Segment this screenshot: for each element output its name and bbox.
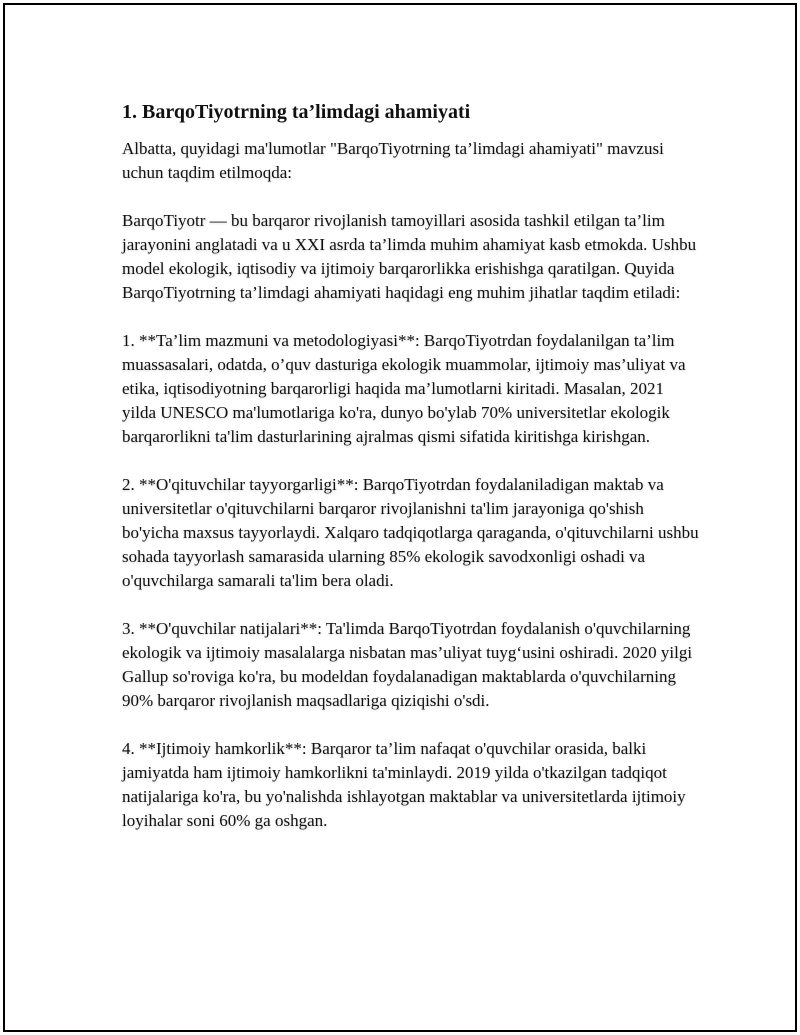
overview-paragraph: BarqoTiyotr — bu barqaror rivojlanish tamoyillari asosida tashkil etilgan ta’lim jarayonini anglatadi va u XXI asrda ta’limda muhim ahamiyat kasb etmokda. Ushbu model ekologik, iqtisodiy va ijtimoiy barqarorlikka erishishga qaratilgan. Quyida BarqoTiyotrning ta’limdagi ahamiyati haqidagi eng muhim jihatlar taqdim etiladi: bbox=[122, 211, 697, 302]
point-2-paragraph: 2. **O'qituvchilar tayyorgarligi**: BarqoTiyotrdan foydalaniladigan maktab va universitetlar o'qituvchilarni barqaror rivojlanishni ta'lim jarayoniga qo'shish bo'yicha maxsus tayyorlaydi. Xalqaro tadqiqotlarga qaraganda, o'qituvchilarni ushbu sohada tayyorlash samarasida ularning 85% ekologik savodxonligi oshadi va o'quvchilarga samarali ta'lim bera oladi. bbox=[122, 475, 699, 590]
intro-paragraph: Albatta, quyidagi ma'lumotlar "BarqoTiyotrning ta’limdagi ahamiyati" mavzusi uchun taqdim etilmoqda: bbox=[122, 139, 664, 182]
document-body bbox=[122, 98, 702, 833]
document-page bbox=[3, 3, 797, 1032]
point-1-paragraph: 1. **Ta’lim mazmuni va metodologiyasi**: BarqoTiyotrdan foydalanilgan ta’lim muassasalari, odatda, o’quv dasturiga ekologik muammolar, ijtimoiy mas’uliyat va etika, iqtisodiyotning barqarorligi haqida ma’lumotlarni kiritadi. Masalan, 2021 yilda UNESCO ma'lumotlariga ko'ra, dunyo bo'ylab 70% universitetlar ekologik barqarorlikni ta'lim dasturlarining ajralmas qismi sifatida kiritishga kirishgan. bbox=[122, 331, 686, 446]
document-title: 1. BarqoTiyotrning ta’limdagi ahamiyati bbox=[122, 101, 471, 123]
point-4-paragraph: 4. **Ijtimoiy hamkorlik**: Barqaror ta’lim nafaqat o'quvchilar orasida, balki jamiyatda ham ijtimoiy hamkorlikni ta'minlaydi. 2019 yilda o'tkazilgan tadqiqot natijalariga ko'ra, bu yo'nalishda ishlayotgan maktablar va universitetlarda ijtimoiy loyihalar soni 60% ga oshgan. bbox=[122, 739, 686, 830]
point-3-paragraph: 3. **O'quvchilar natijalari**: Ta'limda BarqoTiyotrdan foydalanish o'quvchilarning ekologik va ijtimoiy masalalarga nisbatan mas’uliyat tuyg‘usini oshiradi. 2020 yilgi Gallup so'roviga ko'ra, bu modeldan foydalanadigan maktablarda o'quvchilarning 90% barqaror rivojlanish maqsadlariga qiziqishi o'sdi. bbox=[122, 619, 693, 710]
